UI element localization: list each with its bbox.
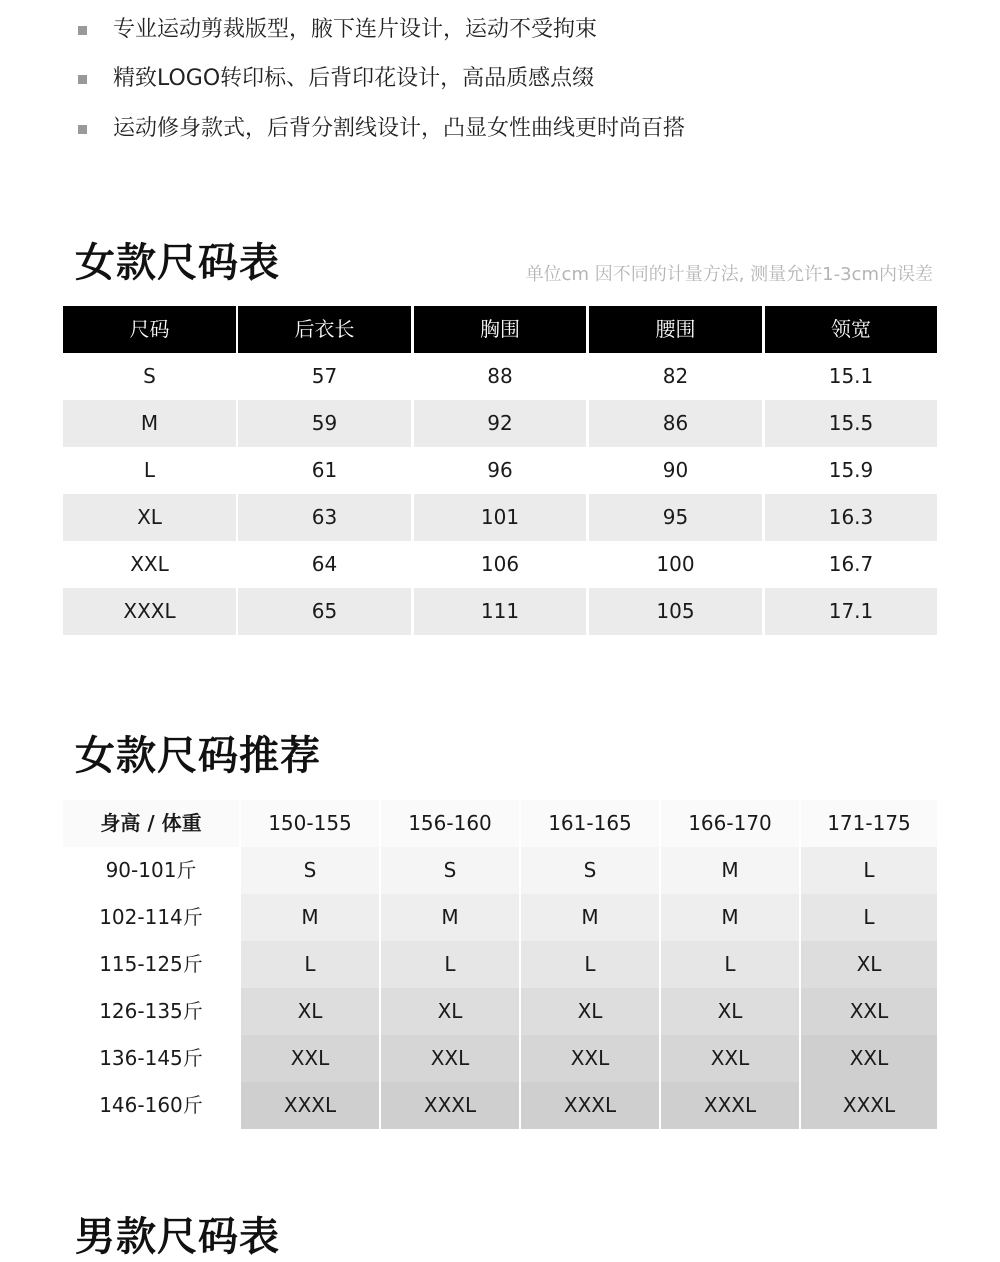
size-cell: L — [661, 941, 799, 988]
table-cell: S — [143, 364, 156, 388]
table-cell: 15.1 — [828, 364, 874, 388]
table-row — [63, 588, 937, 635]
table-header-cell: 腰围 — [589, 306, 762, 353]
table-cell: 111 — [414, 588, 586, 635]
size-cell: S — [521, 847, 659, 894]
size-cell: XXL — [381, 1035, 519, 1082]
size-cell: XXL — [801, 988, 937, 1035]
table-cell: 82 — [662, 364, 689, 388]
size-cell: L — [801, 847, 937, 894]
size-cell: M — [661, 894, 799, 941]
table-row — [63, 941, 937, 988]
table-row — [63, 494, 937, 541]
feature-text: 专业运动剪裁版型，腋下连片设计，运动不受拘束 — [113, 17, 598, 42]
size-cell: L — [241, 941, 379, 988]
size-cell: L — [381, 941, 519, 988]
table-header-cell: 161-165 — [521, 800, 659, 847]
mens-size-chart-title: 男款尺码表 — [75, 1214, 280, 1260]
weight-label-cell: 102-114斤 — [63, 894, 239, 941]
size-cell: XXL — [241, 1035, 379, 1082]
table-header-cell: 171-175 — [801, 800, 937, 847]
table-header-cell: 150-155 — [241, 800, 379, 847]
table-header-cell: 领宽 — [765, 306, 937, 353]
size-cell: S — [241, 847, 379, 894]
table-header-cell: 身高 / 体重 — [63, 800, 239, 847]
table-row — [63, 988, 937, 1035]
table-row — [63, 1082, 937, 1129]
feature-item — [0, 64, 1000, 94]
table-cell: 15.5 — [765, 400, 937, 447]
table-header-cell: 156-160 — [381, 800, 519, 847]
size-cell: XXL — [661, 1035, 799, 1082]
table-header-cell: 后衣长 — [238, 306, 411, 353]
table-cell: 16.3 — [765, 494, 937, 541]
table-cell: 106 — [480, 552, 520, 576]
size-cell: XXXL — [521, 1082, 659, 1129]
size-cell: M — [241, 894, 379, 941]
size-cell: XXL — [521, 1035, 659, 1082]
feature-item — [0, 15, 1000, 45]
size-cell: M — [661, 847, 799, 894]
table-header-cell: 胸围 — [414, 306, 586, 353]
table-cell: 95 — [589, 494, 762, 541]
table-cell: 63 — [238, 494, 411, 541]
table-cell: 64 — [311, 552, 338, 576]
feature-text: 精致LOGO转印标、后背印花设计，高品质感点缀 — [113, 66, 595, 91]
table-row — [63, 1035, 937, 1082]
table-cell: 90 — [662, 458, 689, 482]
table-cell: 57 — [311, 364, 338, 388]
size-cell: XL — [241, 988, 379, 1035]
table-row — [63, 400, 937, 447]
table-cell: XXL — [130, 552, 169, 576]
size-cell: S — [381, 847, 519, 894]
table-row — [63, 847, 937, 894]
table-cell: 16.7 — [828, 552, 874, 576]
size-cell: XXXL — [381, 1082, 519, 1129]
size-cell: L — [801, 894, 937, 941]
table-cell: 59 — [238, 400, 411, 447]
size-cell: XXXL — [801, 1082, 937, 1129]
table-cell: XXXL — [63, 588, 236, 635]
square-bullet-icon — [78, 125, 87, 134]
size-cell: XL — [801, 941, 937, 988]
size-chart-title: 女款尺码表 — [75, 240, 280, 286]
table-cell: L — [143, 458, 156, 482]
square-bullet-icon — [78, 75, 87, 84]
table-row — [63, 541, 937, 588]
square-bullet-icon — [78, 26, 87, 35]
table-cell: 61 — [311, 458, 338, 482]
table-row — [63, 353, 937, 400]
table-header-cell: 166-170 — [661, 800, 799, 847]
size-cell: XL — [521, 988, 659, 1035]
table-cell: 92 — [414, 400, 586, 447]
table-cell: 65 — [238, 588, 411, 635]
table-cell: 86 — [589, 400, 762, 447]
table-header-cell: 尺码 — [63, 306, 236, 353]
size-cell: M — [381, 894, 519, 941]
size-cell: M — [521, 894, 659, 941]
weight-label-cell: 90-101斤 — [63, 847, 239, 894]
table-cell: M — [63, 400, 236, 447]
table-cell: 105 — [589, 588, 762, 635]
weight-label-cell: 136-145斤 — [63, 1035, 239, 1082]
size-cell: XXXL — [241, 1082, 379, 1129]
table-cell: 15.9 — [828, 458, 874, 482]
size-cell: XXXL — [661, 1082, 799, 1129]
table-cell: 101 — [414, 494, 586, 541]
feature-text: 运动修身款式，后背分割线设计，凸显女性曲线更时尚百搭 — [113, 116, 686, 141]
size-cell: XL — [381, 988, 519, 1035]
measurement-note: 单位cm 因不同的计量方法, 测量允许1-3cm内误差 — [525, 264, 933, 285]
weight-label-cell: 115-125斤 — [63, 941, 239, 988]
table-cell: 100 — [656, 552, 695, 576]
weight-label-cell: 146-160斤 — [63, 1082, 239, 1129]
size-cell: L — [521, 941, 659, 988]
table-header-row — [63, 800, 937, 847]
table-cell: XL — [63, 494, 236, 541]
feature-item — [0, 114, 1000, 144]
table-cell: 96 — [487, 458, 513, 482]
table-cell: 17.1 — [765, 588, 937, 635]
weight-label-cell: 126-135斤 — [63, 988, 239, 1035]
size-recommend-title: 女款尺码推荐 — [75, 733, 321, 779]
table-row — [63, 894, 937, 941]
size-cell: XXL — [801, 1035, 937, 1082]
table-header-row — [63, 306, 937, 353]
table-row — [63, 447, 937, 494]
size-cell: XL — [661, 988, 799, 1035]
table-cell: 88 — [487, 364, 513, 388]
